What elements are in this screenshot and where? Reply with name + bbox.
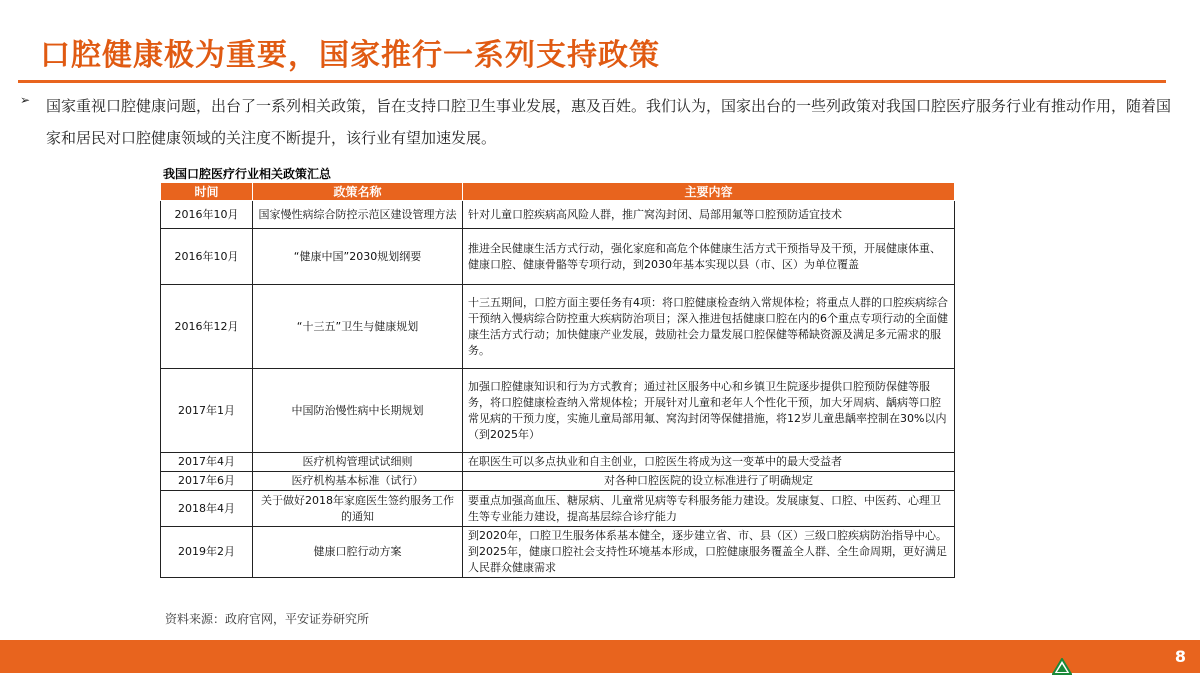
cell-policy-name: 国家慢性病综合防控示范区建设管理方法 xyxy=(253,201,463,229)
cell-time: 2016年10月 xyxy=(161,229,253,285)
table-header-row xyxy=(161,183,955,201)
cell-time: 2019年2月 xyxy=(161,527,253,578)
cell-policy-name: 中国防治慢性病中长期规划 xyxy=(253,369,463,453)
table-row xyxy=(161,229,955,285)
table-row xyxy=(161,491,955,527)
cell-main-content: 对各种口腔医院的设立标准进行了明确规定 xyxy=(463,472,955,491)
cell-main-content: 十三五期间，口腔方面主要任务有4项：将口腔健康检查纳入常规体检；将重点人群的口腔疾病综合干预纳入慢病综合防控重大疾病防治项目；深入推进包括健康口腔在内的6个重点专项行动的全面健康生活方式行动；加快健康产业发展，鼓励社会力量发展口腔保健等稀缺资源及满足多元需求的服务。 xyxy=(463,285,955,369)
cell-policy-name: “健康中国”2030规划纲要 xyxy=(253,229,463,285)
cell-main-content: 加强口腔健康知识和行为方式教育；通过社区服务中心和乡镇卫生院逐步提供口腔预防保健等服务，将口腔健康检查纳入常规体检；开展针对儿童和老年人个性化干预，加大牙周病、龋病等口腔常见病的干预力度，实施儿童局部用氟、窝沟封闭等保健措施，将12岁儿童患龋率控制在30%以内（到2025年） xyxy=(463,369,955,453)
table-title: 我国口腔医疗行业相关政策汇总 xyxy=(163,167,332,181)
table-row xyxy=(161,472,955,491)
cell-policy-name: 健康口腔行动方案 xyxy=(253,527,463,578)
cell-time: 2017年1月 xyxy=(161,369,253,453)
cell-time: 2018年4月 xyxy=(161,491,253,527)
table-row xyxy=(161,285,955,369)
table-row xyxy=(161,201,955,229)
intro-text: 国家重视口腔健康问题，出台了一系列相关政策，旨在支持口腔卫生事业发展，惠及百姓。我们认为，国家出台的一些列政策对我国口腔医疗服务行业有推动作用，随着国家和居民对口腔健康领域的关注度不断提升，该行业有望加速发展。 xyxy=(46,97,1172,147)
table-row xyxy=(161,453,955,472)
table-row xyxy=(161,527,955,578)
triangle-logo-icon xyxy=(1052,658,1072,675)
cell-main-content: 要重点加强高血压、糖尿病、儿童常见病等专科服务能力建设。发展康复、口腔、中医药、心理卫生等专业能力建设，提高基层综合诊疗能力 xyxy=(463,491,955,527)
intro-paragraph xyxy=(20,90,1180,154)
page-number: 8 xyxy=(1174,647,1186,666)
cell-time: 2016年12月 xyxy=(161,285,253,369)
cell-main-content: 推进全民健康生活方式行动，强化家庭和高危个体健康生活方式干预指导及干预，开展健康体重、健康口腔、健康骨骼等专项行动，到2030年基本实现以县（市、区）为单位覆盖 xyxy=(463,229,955,285)
cell-main-content: 到2020年，口腔卫生服务体系基本健全，逐步建立省、市、县（区）三级口腔疾病防治指导中心。到2025年，健康口腔社会支持性环境基本形成，口腔健康服务覆盖全人群、全生命周期，更好满足人民群众健康需求 xyxy=(463,527,955,578)
cell-time: 2017年6月 xyxy=(161,472,253,491)
cell-time: 2017年4月 xyxy=(161,453,253,472)
cell-policy-name: 医疗机构管理试试细则 xyxy=(253,453,463,472)
policy-table-container xyxy=(160,182,954,578)
cell-policy-name: 关于做好2018年家庭医生签约服务工作的通知 xyxy=(253,491,463,527)
header-policy-name: 政策名称 xyxy=(253,183,463,201)
cell-time: 2016年10月 xyxy=(161,201,253,229)
cell-main-content: 针对儿童口腔疾病高风险人群，推广窝沟封闭、局部用氟等口腔预防适宜技术 xyxy=(463,201,955,229)
cell-policy-name: 医疗机构基本标准（试行） xyxy=(253,472,463,491)
title-divider xyxy=(18,80,1166,83)
table-row xyxy=(161,369,955,453)
policy-table xyxy=(160,182,955,578)
source-note: 资料来源：政府官网，平安证券研究所 xyxy=(165,612,370,626)
footer-bar xyxy=(0,640,1200,673)
cell-policy-name: “十三五”卫生与健康规划 xyxy=(253,285,463,369)
page-title: 口腔健康极为重要，国家推行一系列支持政策 xyxy=(40,38,660,73)
arrow-bullet-icon: ➢ xyxy=(20,93,31,107)
cell-main-content: 在职医生可以多点执业和自主创业，口腔医生将成为这一变革中的最大受益者 xyxy=(463,453,955,472)
header-time: 时间 xyxy=(161,183,253,201)
header-main-content: 主要内容 xyxy=(463,183,955,201)
